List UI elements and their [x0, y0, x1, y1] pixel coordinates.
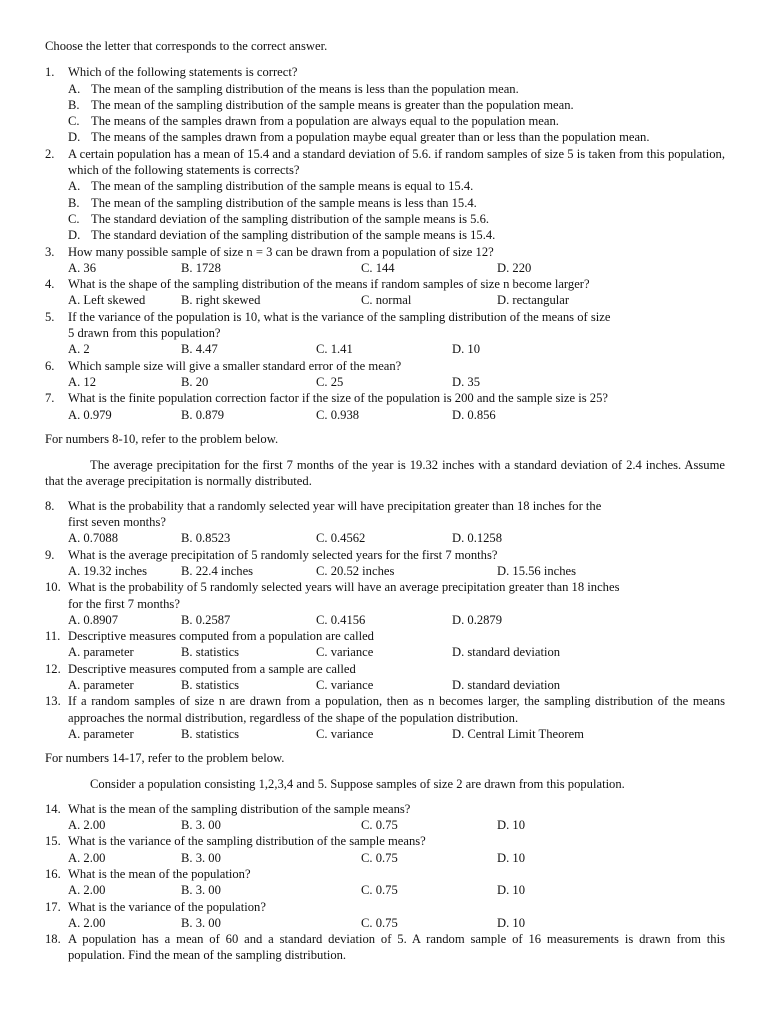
option-a: A. 2.00: [68, 818, 106, 833]
option-a: A. 0.8907: [68, 612, 119, 627]
question-9: 9. What is the average precipitation of 5 randomly selected years for the first 7 months?: [45, 547, 498, 562]
option-d: D. 10: [497, 915, 525, 930]
options-row-5: [45, 341, 725, 357]
options-row-7: [45, 407, 725, 423]
question-14: 14. What is the mean of the sampling distribution of the sample means?: [45, 801, 411, 816]
question-10: 10. What is the probability of 5 randomly selected years will have an average precipitation greater than 18 inches: [45, 580, 620, 595]
instructions: Choose the letter that corresponds to the correct answer.: [45, 39, 328, 53]
options-row-13: [45, 726, 725, 742]
option-d: D. 10: [497, 883, 525, 898]
question-18: 18. A population has a mean of 60 and a standard deviation of 5. A random sample of 16 measurements is drawn from this population. Find the mean of the sampling distribution.: [45, 932, 725, 963]
option-b: B. statistics: [181, 726, 240, 741]
option-c: C. 0.75: [361, 915, 398, 930]
option-c: C. 144: [361, 260, 395, 275]
option-d: D. rectangular: [497, 293, 570, 308]
option-a: A. 0.7088: [68, 531, 119, 546]
worksheet-page: [45, 38, 725, 964]
question-6: 6. Which sample size will give a smaller standard error of the mean?: [45, 358, 402, 373]
option-c: C. variance: [316, 677, 374, 692]
options-row-9: [45, 563, 725, 579]
option-b: B. 3. 00: [181, 850, 221, 865]
option-2a: A. The mean of the sampling distribution of the sample means is equal to 15.4.: [68, 179, 474, 194]
question-number: 1.: [45, 65, 55, 80]
question-8-continued: first seven months?: [68, 515, 166, 530]
option-a: A. parameter: [68, 677, 134, 692]
option-2d: D. The standard deviation of the sampling distribution of the sample means is 15.4.: [68, 228, 496, 243]
options-row-16: [45, 882, 725, 898]
question-text: Which of the following statements is correct?: [68, 65, 298, 80]
option-b: B. 0.8523: [181, 531, 231, 546]
option-2c: C. The standard deviation of the sampling distribution of the sample means is 5.6.: [68, 211, 490, 226]
option-d: D. 10: [497, 818, 525, 833]
options-row-17: [45, 915, 725, 931]
option-c: C. 0.75: [361, 818, 398, 833]
option-c: C. 0.4562: [316, 531, 366, 546]
option-a: A. 2.00: [68, 850, 106, 865]
option-a: A. parameter: [68, 645, 134, 660]
question-15: 15. What is the variance of the sampling distribution of the sample means?: [45, 834, 426, 849]
question-1: [45, 64, 725, 80]
option-c: C. 25: [316, 374, 344, 389]
options-row-14: [45, 817, 725, 833]
problem-population: Consider a population consisting 1,2,3,4 and 5. Suppose samples of size 2 are drawn from this population.: [90, 777, 625, 792]
option-b: B. 0.2587: [181, 612, 231, 627]
options-row-15: [45, 850, 725, 866]
option-b: B. right skewed: [181, 293, 261, 308]
option-a: A. 2.00: [68, 883, 106, 898]
question-8: 8. What is the probability that a randomly selected year will have precipitation greater than 18 inches for the: [45, 498, 602, 513]
options-row-4: [45, 292, 725, 308]
option-c: C. 1.41: [316, 342, 353, 357]
option-b: B. 3. 00: [181, 883, 221, 898]
option-1a: A. The mean of the sampling distribution of the means is less than the population mean.: [68, 81, 519, 96]
option-d: D. 10: [452, 342, 480, 357]
option-b: B. 1728: [181, 260, 221, 275]
option-b: B. 20: [181, 374, 209, 389]
question-12: 12. Descriptive measures computed from a sample are called: [45, 661, 356, 676]
options-row-6: [45, 374, 725, 390]
question-17: 17. What is the variance of the population?: [45, 899, 266, 914]
options-row-3: [45, 260, 725, 276]
option-d: D. 0.1258: [452, 531, 503, 546]
option-b: B. 4.47: [181, 342, 218, 357]
option-d: D. 0.2879: [452, 612, 503, 627]
question-3: 3. How many possible sample of size n = 3 can be drawn from a population of size 12?: [45, 244, 494, 259]
options-row-10: [45, 612, 725, 628]
option-2b: B. The mean of the sampling distribution of the sample means is less than 15.4.: [68, 195, 477, 210]
option-c: C. 0.938: [316, 407, 360, 422]
option-a: A. 36: [68, 260, 96, 275]
question-text: A certain population has a mean of 15.4 and a standard deviation of 5.6. if random samples of size 5 is taken from this population, which of the following statements is corrects?: [68, 146, 725, 178]
option-b: B. 3. 00: [181, 915, 221, 930]
option-d: D. 15.56 inches: [497, 563, 577, 578]
option-d: D. Central Limit Theorem: [452, 726, 584, 741]
question-10-continued: for the first 7 months?: [68, 596, 180, 611]
option-a: A. 19.32 inches: [68, 563, 148, 578]
option-1d: D. The means of the samples drawn from a population maybe equal greater than or less than the population mean.: [68, 130, 650, 145]
option-d: D. standard deviation: [452, 677, 561, 692]
question-4: 4. What is the shape of the sampling distribution of the means if random samples of size n become larger?: [45, 277, 590, 292]
problem-precipitation: The average precipitation for the first 7 months of the year is 19.32 inches with a standard deviation of 2.4 inches. Assume that the average precipitation is normally distributed.: [45, 458, 725, 489]
option-a: A. parameter: [68, 726, 134, 741]
option-a: A. 12: [68, 374, 96, 389]
option-d: D. 35: [452, 374, 480, 389]
option-c: C. normal: [361, 293, 412, 308]
question-11: 11. Descriptive measures computed from a population are called: [45, 629, 374, 644]
section-heading-8-10: For numbers 8-10, refer to the problem below.: [45, 431, 279, 446]
section-heading-14-17: For numbers 14-17, refer to the problem below.: [45, 751, 285, 766]
option-a: A. Left skewed: [68, 293, 146, 308]
option-a: A. 2: [68, 342, 90, 357]
question-5: 5. If the variance of the population is 10, what is the variance of the sampling distribution of the means of size: [45, 309, 611, 324]
option-c: C. 0.75: [361, 883, 398, 898]
options-row-11: [45, 644, 725, 660]
option-c: C. 0.4156: [316, 612, 366, 627]
question-2: [45, 146, 725, 179]
option-c: C. variance: [316, 645, 374, 660]
option-a: A. 0.979: [68, 407, 112, 422]
question-number: 2.: [45, 146, 55, 161]
option-b: B. statistics: [181, 645, 240, 660]
option-d: D. 220: [497, 260, 532, 275]
option-d: D. standard deviation: [452, 645, 561, 660]
option-b: B. 3. 00: [181, 818, 221, 833]
question-5-continued: 5 drawn from this population?: [68, 326, 221, 341]
option-a: A. 2.00: [68, 915, 106, 930]
option-c: C. 20.52 inches: [316, 563, 395, 578]
options-row-8: [45, 530, 725, 546]
option-d: D. 10: [497, 850, 525, 865]
question-16: 16. What is the mean of the population?: [45, 866, 251, 881]
option-1c: C. The means of the samples drawn from a population are always equal to the population mean.: [68, 114, 559, 129]
option-b: B. statistics: [181, 677, 240, 692]
option-1b: B. The mean of the sampling distribution of the sample means is greater than the population mean.: [68, 97, 574, 112]
question-7: 7. What is the finite population correction factor if the size of the population is 200 and the sample size is 25?: [45, 391, 608, 406]
options-row-12: [45, 677, 725, 693]
question-13: 13. If a random samples of size n are drawn from a population, then as n becomes larger, the sampling distribution of the means approaches the normal distribution, regardless of the shape of the population distribution.: [45, 694, 725, 725]
option-b: B. 0.879: [181, 407, 225, 422]
option-d: D. 0.856: [452, 407, 496, 422]
option-b: B. 22.4 inches: [181, 563, 254, 578]
option-c: C. 0.75: [361, 850, 398, 865]
option-c: C. variance: [316, 726, 374, 741]
